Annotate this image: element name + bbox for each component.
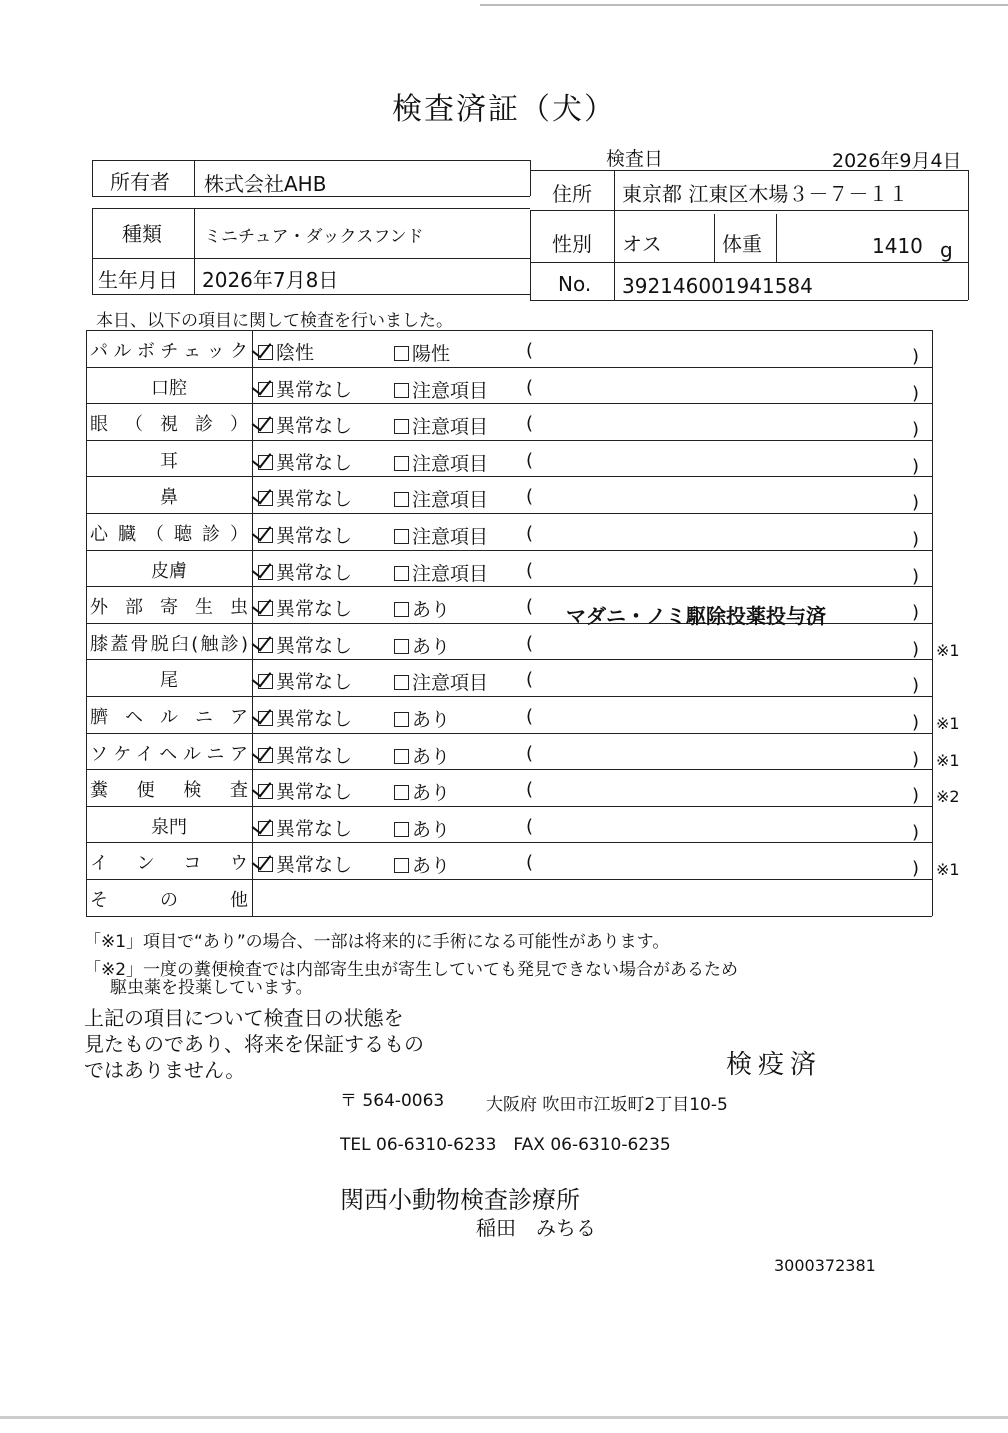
checkbox-option-normal[interactable] bbox=[258, 850, 352, 877]
paren-close: ) bbox=[912, 822, 920, 843]
breed-value: ミニチュア・ダックスフンド bbox=[204, 227, 424, 247]
paren-close: ) bbox=[912, 566, 920, 587]
table-line bbox=[86, 586, 932, 587]
header-line bbox=[530, 210, 968, 211]
table-line bbox=[86, 769, 932, 770]
paren-open: ( bbox=[526, 669, 534, 690]
header-line bbox=[530, 262, 968, 263]
item-label: インコウ bbox=[90, 853, 248, 874]
option-label: 異常なし bbox=[276, 562, 353, 584]
scan-edge-top bbox=[480, 4, 1008, 6]
item-label: ソケイヘルニア bbox=[90, 744, 248, 765]
option-label: 注意項目 bbox=[412, 489, 489, 511]
paren-close: ) bbox=[912, 456, 920, 477]
header-line bbox=[776, 214, 777, 262]
address-label: 住所 bbox=[552, 182, 592, 206]
header-line bbox=[92, 258, 530, 259]
weight-unit: g bbox=[940, 238, 953, 262]
item-label: 心臓（聴診） bbox=[90, 524, 248, 545]
header-line bbox=[614, 170, 615, 210]
option-label: 異常なし bbox=[276, 745, 353, 767]
item-label: 眼（視診） bbox=[90, 414, 248, 435]
header-line bbox=[92, 160, 93, 196]
owner-name: 株式会社AHB bbox=[204, 172, 327, 196]
paren-close: ) bbox=[912, 858, 920, 879]
checkbox-option-normal[interactable] bbox=[258, 594, 352, 621]
table-line bbox=[86, 550, 932, 551]
checkbox-checked-icon[interactable] bbox=[258, 418, 273, 433]
item-footnote-mark: ※1 bbox=[936, 641, 960, 660]
paren-close: ) bbox=[912, 675, 920, 696]
header-line bbox=[614, 210, 615, 300]
exam-date: 2026年9月4日 bbox=[832, 150, 962, 172]
item-label: パルボチェック bbox=[90, 341, 248, 362]
checkbox-checked-icon[interactable] bbox=[258, 528, 273, 543]
item-label: 外部寄生虫 bbox=[90, 597, 248, 618]
option-label: 注意項目 bbox=[412, 563, 489, 585]
checkbox-checked-icon[interactable] bbox=[258, 674, 273, 689]
header-line bbox=[92, 208, 530, 209]
paren-open: ( bbox=[526, 486, 534, 507]
header-line bbox=[714, 214, 715, 262]
checkbox-option-abnormal[interactable] bbox=[394, 815, 450, 842]
checkbox-option-normal[interactable] bbox=[258, 777, 352, 804]
checkbox-option-abnormal[interactable] bbox=[394, 742, 450, 769]
option-label: 異常なし bbox=[276, 452, 353, 474]
item-comment: マダニ・ノミ駆除投薬投与済 bbox=[566, 604, 826, 628]
checkbox-option-abnormal[interactable] bbox=[394, 559, 488, 586]
option-label: 異常なし bbox=[276, 854, 353, 876]
scan-edge-bottom bbox=[0, 1416, 1008, 1419]
item-footnote-mark: ※2 bbox=[936, 787, 960, 806]
header-line bbox=[968, 210, 969, 300]
checkbox-checked-icon[interactable] bbox=[258, 491, 273, 506]
table-line bbox=[86, 403, 932, 404]
checkbox-empty-icon[interactable] bbox=[394, 456, 409, 471]
option-label: あり bbox=[412, 782, 451, 804]
id-number-label: No. bbox=[558, 272, 592, 296]
header-line bbox=[92, 208, 93, 294]
tel-fax: TEL 06-6310-6233 FAX 06-6310-6235 bbox=[340, 1135, 671, 1155]
checkbox-empty-icon[interactable] bbox=[394, 712, 409, 727]
footnote-2-line1: 「※2」一度の糞便検査では内部寄生虫が寄生していても発見できない場合があるため bbox=[84, 960, 739, 980]
checkbox-option-abnormal[interactable] bbox=[394, 412, 488, 439]
table-line bbox=[86, 879, 932, 880]
paren-open: ( bbox=[526, 852, 534, 873]
option-label: 注意項目 bbox=[412, 672, 489, 694]
exam-date-label: 検査日 bbox=[606, 148, 664, 170]
checkbox-option-abnormal[interactable] bbox=[394, 851, 450, 878]
table-line bbox=[86, 733, 932, 734]
item-label: 口腔 bbox=[151, 378, 187, 399]
checkbox-checked-icon[interactable] bbox=[258, 638, 273, 653]
clinic-name: 関西小動物検査診療所 bbox=[340, 1186, 580, 1214]
checkbox-checked-icon[interactable] bbox=[258, 601, 273, 616]
item-label: 鼻 bbox=[160, 487, 178, 508]
checkbox-option-abnormal[interactable] bbox=[394, 339, 450, 366]
id-number: 392146001941584 bbox=[622, 274, 813, 298]
item-footnote-mark: ※1 bbox=[936, 860, 960, 879]
option-label: 異常なし bbox=[276, 671, 353, 693]
table-line bbox=[86, 916, 932, 917]
checkbox-empty-icon[interactable] bbox=[394, 529, 409, 544]
header-line bbox=[530, 210, 531, 300]
option-label: 注意項目 bbox=[412, 380, 489, 402]
birth-label: 生年月日 bbox=[98, 268, 178, 292]
paren-close: ) bbox=[912, 785, 920, 806]
option-label: 陰性 bbox=[276, 342, 315, 364]
checkbox-checked-icon[interactable] bbox=[258, 455, 273, 470]
checkbox-option-normal[interactable] bbox=[258, 667, 352, 694]
option-label: 異常なし bbox=[276, 708, 353, 730]
option-label: 注意項目 bbox=[412, 526, 489, 548]
table-line bbox=[86, 513, 932, 514]
checkbox-option-abnormal[interactable] bbox=[394, 668, 488, 695]
disclaimer-line3: ではありません。 bbox=[84, 1058, 246, 1082]
sex-label: 性別 bbox=[552, 232, 592, 256]
checkbox-option-normal[interactable] bbox=[258, 411, 352, 438]
checkbox-checked-icon[interactable] bbox=[258, 821, 273, 836]
checkbox-option-normal[interactable] bbox=[258, 448, 352, 475]
paren-close: ) bbox=[912, 712, 920, 733]
checkbox-empty-icon[interactable] bbox=[394, 858, 409, 873]
header-line bbox=[530, 170, 968, 171]
quarantine-stamp: 検疫済 bbox=[726, 1050, 823, 1080]
weight-value: 1410 bbox=[872, 234, 923, 258]
checkbox-option-normal[interactable] bbox=[258, 631, 352, 658]
header-line bbox=[92, 294, 530, 295]
paren-close: ) bbox=[912, 749, 920, 770]
checkbox-checked-icon[interactable] bbox=[258, 748, 273, 763]
item-label: 泉門 bbox=[151, 817, 187, 838]
owner-label: 所有者 bbox=[110, 170, 170, 194]
option-label: 注意項目 bbox=[412, 416, 489, 438]
option-label: あり bbox=[412, 709, 451, 731]
checkbox-option-abnormal[interactable] bbox=[394, 449, 488, 476]
checkbox-empty-icon[interactable] bbox=[394, 566, 409, 581]
breed-label: 種類 bbox=[122, 222, 162, 246]
postal-code: 〒 564-0063 bbox=[340, 1091, 445, 1111]
checkbox-empty-icon[interactable] bbox=[394, 492, 409, 507]
header-line bbox=[194, 160, 195, 196]
table-line bbox=[86, 330, 87, 916]
checkbox-option-abnormal[interactable] bbox=[394, 522, 488, 549]
paren-close: ) bbox=[912, 639, 920, 660]
paren-open: ( bbox=[526, 633, 534, 654]
birth-date: 2026年7月8日 bbox=[202, 268, 339, 292]
paren-close: ) bbox=[912, 419, 920, 440]
checkbox-checked-icon[interactable] bbox=[258, 857, 273, 872]
header-line bbox=[968, 170, 969, 210]
table-line bbox=[86, 330, 932, 331]
footnote-2-line2: 駆虫薬を投薬しています。 bbox=[110, 978, 313, 998]
checkbox-checked-icon[interactable] bbox=[258, 345, 273, 360]
option-label: あり bbox=[412, 819, 451, 841]
paren-open: ( bbox=[526, 523, 534, 544]
item-footnote-mark: ※1 bbox=[936, 714, 960, 733]
checkbox-empty-icon[interactable] bbox=[394, 602, 409, 617]
checkbox-checked-icon[interactable] bbox=[258, 382, 273, 397]
disclaimer-line1: 上記の項目について検査日の状態を bbox=[84, 1006, 404, 1030]
checkbox-option-normal[interactable] bbox=[258, 704, 352, 731]
address-value: 東京都 江東区木場３－７－１１ bbox=[622, 182, 909, 206]
paren-open: ( bbox=[526, 560, 534, 581]
paren-open: ( bbox=[526, 413, 534, 434]
checkbox-empty-icon[interactable] bbox=[394, 675, 409, 690]
checkbox-empty-icon[interactable] bbox=[394, 639, 409, 654]
checkbox-option-abnormal[interactable] bbox=[394, 485, 488, 512]
checkbox-checked-icon[interactable] bbox=[258, 784, 273, 799]
paren-open: ( bbox=[526, 816, 534, 837]
checkbox-option-abnormal[interactable] bbox=[394, 778, 450, 805]
header-line bbox=[530, 160, 531, 196]
table-line bbox=[86, 367, 932, 368]
item-footnote-mark: ※1 bbox=[936, 751, 960, 770]
option-label: 異常なし bbox=[276, 781, 353, 803]
checkbox-option-abnormal[interactable] bbox=[394, 632, 450, 659]
table-line bbox=[86, 659, 932, 660]
checkbox-option-normal[interactable] bbox=[258, 558, 352, 585]
option-label: 異常なし bbox=[276, 379, 353, 401]
header-line bbox=[530, 300, 968, 301]
checkbox-option-abnormal[interactable] bbox=[394, 595, 450, 622]
header-line bbox=[92, 160, 530, 161]
paren-close: ) bbox=[912, 602, 920, 623]
checkbox-checked-icon[interactable] bbox=[258, 565, 273, 580]
option-label: 異常なし bbox=[276, 635, 353, 657]
option-label: 注意項目 bbox=[412, 453, 489, 475]
paren-open: ( bbox=[526, 377, 534, 398]
table-line bbox=[86, 476, 932, 477]
item-label: 臍ヘルニア bbox=[90, 707, 248, 728]
checkbox-option-normal[interactable] bbox=[258, 338, 314, 365]
clinic-address: 大阪府 吹田市江坂町2丁目10-5 bbox=[486, 1095, 728, 1115]
checkbox-empty-icon[interactable] bbox=[394, 749, 409, 764]
table-line bbox=[86, 440, 932, 441]
item-label: 尾 bbox=[160, 670, 178, 691]
table-line bbox=[86, 806, 932, 807]
option-label: 異常なし bbox=[276, 598, 353, 620]
paren-open: ( bbox=[526, 779, 534, 800]
checkbox-empty-icon[interactable] bbox=[394, 822, 409, 837]
checkbox-empty-icon[interactable] bbox=[394, 346, 409, 361]
option-label: あり bbox=[412, 636, 451, 658]
table-line bbox=[932, 330, 933, 916]
doctor-name: 稲田 みちる bbox=[476, 1216, 596, 1240]
checkbox-option-normal[interactable] bbox=[258, 484, 352, 511]
checkbox-option-abnormal[interactable] bbox=[394, 705, 450, 732]
item-label: 皮膚 bbox=[151, 561, 187, 582]
option-label: あり bbox=[412, 855, 451, 877]
paren-open: ( bbox=[526, 706, 534, 727]
weight-label: 体重 bbox=[722, 232, 762, 256]
checkbox-option-abnormal[interactable] bbox=[394, 376, 488, 403]
option-label: 陽性 bbox=[412, 343, 451, 365]
option-label: あり bbox=[412, 746, 451, 768]
option-label: 異常なし bbox=[276, 525, 353, 547]
checkbox-empty-icon[interactable] bbox=[394, 785, 409, 800]
paren-open: ( bbox=[526, 450, 534, 471]
option-label: 異常なし bbox=[276, 818, 353, 840]
intro-text: 本日、以下の項目に関して検査を行いました。 bbox=[96, 311, 453, 331]
paren-close: ) bbox=[912, 492, 920, 513]
paren-close: ) bbox=[912, 346, 920, 367]
checkbox-option-normal[interactable] bbox=[258, 814, 352, 841]
disclaimer-line2: 見たものであり、将来を保証するもの bbox=[84, 1032, 424, 1056]
paren-close: ) bbox=[912, 529, 920, 550]
paren-open: ( bbox=[526, 340, 534, 361]
option-label: 異常なし bbox=[276, 415, 353, 437]
item-label: 膝蓋骨脱臼(触診) bbox=[90, 634, 248, 655]
checkbox-empty-icon[interactable] bbox=[394, 419, 409, 434]
checkbox-option-normal[interactable] bbox=[258, 375, 352, 402]
paren-close: ) bbox=[912, 383, 920, 404]
option-label: あり bbox=[412, 599, 451, 621]
table-line bbox=[86, 696, 932, 697]
checkbox-empty-icon[interactable] bbox=[394, 383, 409, 398]
checkbox-checked-icon[interactable] bbox=[258, 711, 273, 726]
checkbox-option-normal[interactable] bbox=[258, 521, 352, 548]
checkbox-option-normal[interactable] bbox=[258, 741, 352, 768]
option-label: 異常なし bbox=[276, 488, 353, 510]
paren-open: ( bbox=[526, 743, 534, 764]
document-title: 検査済証（犬） bbox=[392, 92, 616, 127]
item-label: 耳 bbox=[160, 451, 178, 472]
table-line bbox=[86, 842, 932, 843]
header-line bbox=[194, 208, 195, 294]
document-number: 3000372381 bbox=[774, 1256, 876, 1275]
other-label: その他 bbox=[90, 890, 248, 911]
footnote-1: 「※1」項目で“あり”の場合、一部は将来的に手術になる可能性があります。 bbox=[84, 932, 670, 952]
item-label: 糞便検査 bbox=[90, 780, 248, 801]
sex-value: オス bbox=[622, 232, 662, 256]
paren-open: ( bbox=[526, 596, 534, 617]
